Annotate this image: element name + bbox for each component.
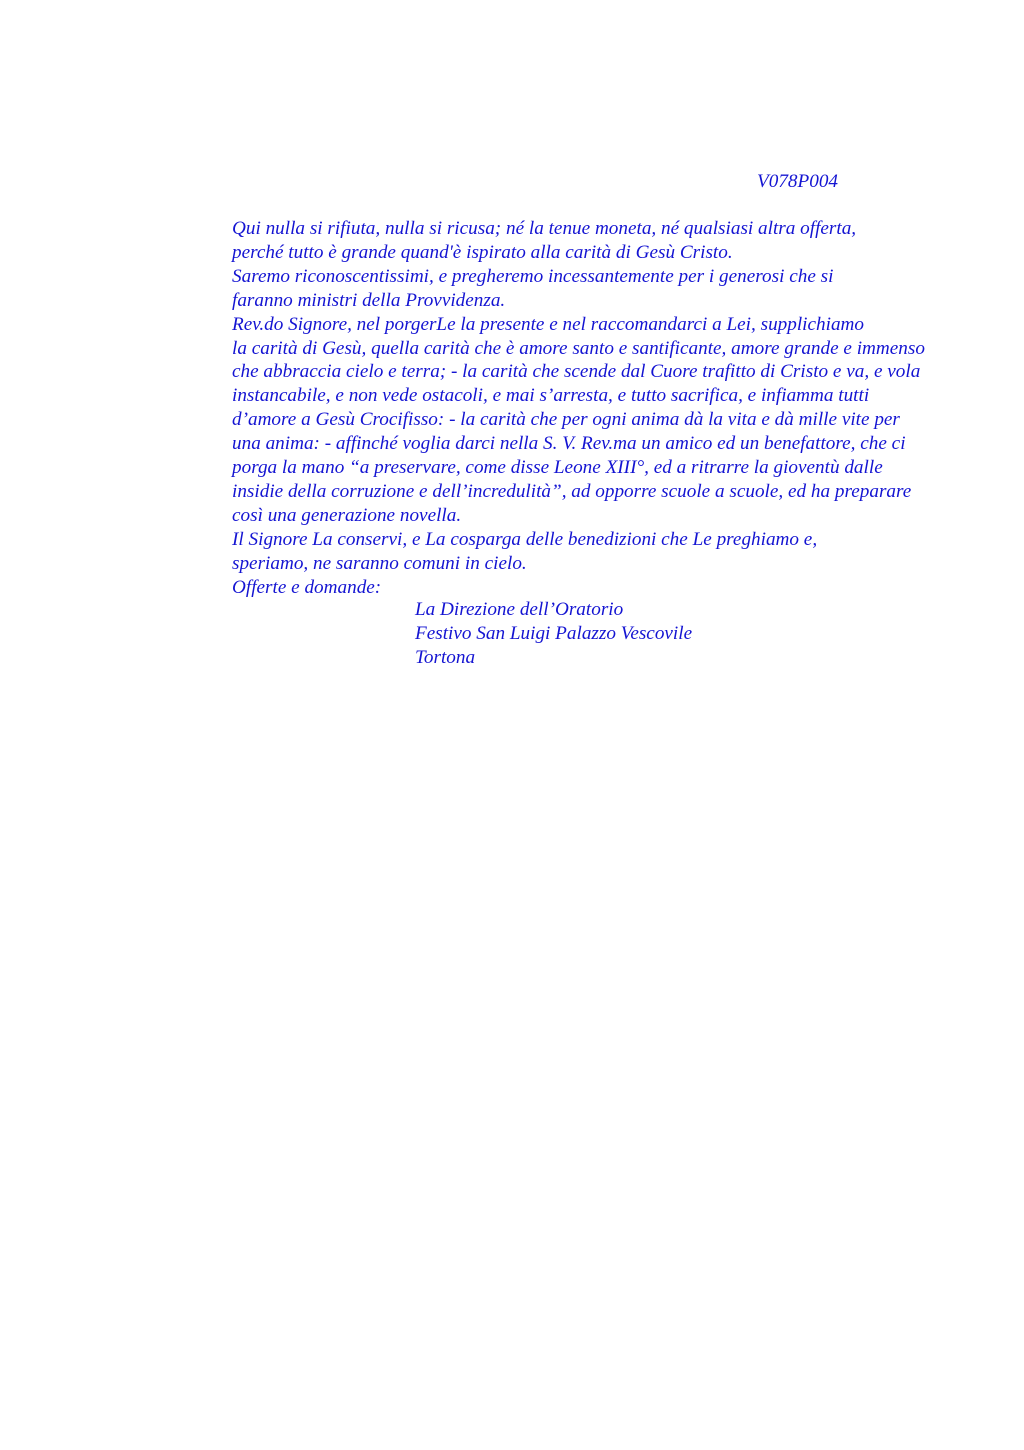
text-line: Il Signore La conservi, e La cosparga delle benedizioni che Le preghiamo e, <box>232 528 818 550</box>
signature-line: La Direzione dell’Oratorio <box>415 599 624 620</box>
paragraph-2 <box>170 265 920 313</box>
paragraph-4 <box>170 528 920 576</box>
text-line: faranno ministri della Provvidenza. <box>232 289 506 311</box>
text-line: porga la mano “a preservare, come disse Leone XIII°, ed a ritrarre la gioventù dalle <box>232 457 883 479</box>
page-code: V078P004 <box>757 171 839 192</box>
text-line: Offerte e domande: <box>232 576 382 598</box>
text-line: insidie della corruzione e dell’incredulità”, ad opporre scuole a scuole, ed ha preparare <box>232 480 912 502</box>
paragraph-1 <box>170 217 920 265</box>
text-line: così una generazione novella. <box>232 504 462 526</box>
text-line: la carità di Gesù, quella carità che è amore santo e santificante, amore grande e immenso <box>232 337 925 359</box>
signature-line: Tortona <box>415 646 476 668</box>
text-line: una anima: - affinché voglia darci nella S. V. Rev.ma un amico ed un benefattore, che ci <box>232 433 906 455</box>
text-line: instancabile, e non vede ostacoli, e mai s’arresta, e tutto sacrifica, e infiamma tutti <box>232 385 870 407</box>
paragraph-5 <box>170 576 920 600</box>
text-line: Qui nulla si rifiuta, nulla si ricusa; né la tenue moneta, né qualsiasi altra offerta, <box>232 218 857 239</box>
text-line: d’amore a Gesù Crocifisso: - la carità che per ogni anima dà la vita e dà mille vite per <box>232 409 900 431</box>
signature-block <box>415 598 692 670</box>
text-line: Rev.do Signore, nel porgerLe la presente e nel raccomandarci a Lei, supplichiamo <box>232 313 864 335</box>
text-line: speriamo, ne saranno comuni in cielo. <box>232 552 527 574</box>
paragraph-3 <box>170 313 925 528</box>
text-line: che abbraccia cielo e terra; - la carità che scende dal Cuore trafitto di Cristo e va, e vola <box>232 361 921 383</box>
text-line: Saremo riconoscentissimi, e pregheremo incessantemente per i generosi che si <box>232 265 834 287</box>
document-body <box>170 217 925 600</box>
signature-line: Festivo San Luigi Palazzo Vescovile <box>415 622 693 644</box>
text-line: perché tutto è grande quand'è ispirato alla carità di Gesù Cristo. <box>232 241 733 263</box>
